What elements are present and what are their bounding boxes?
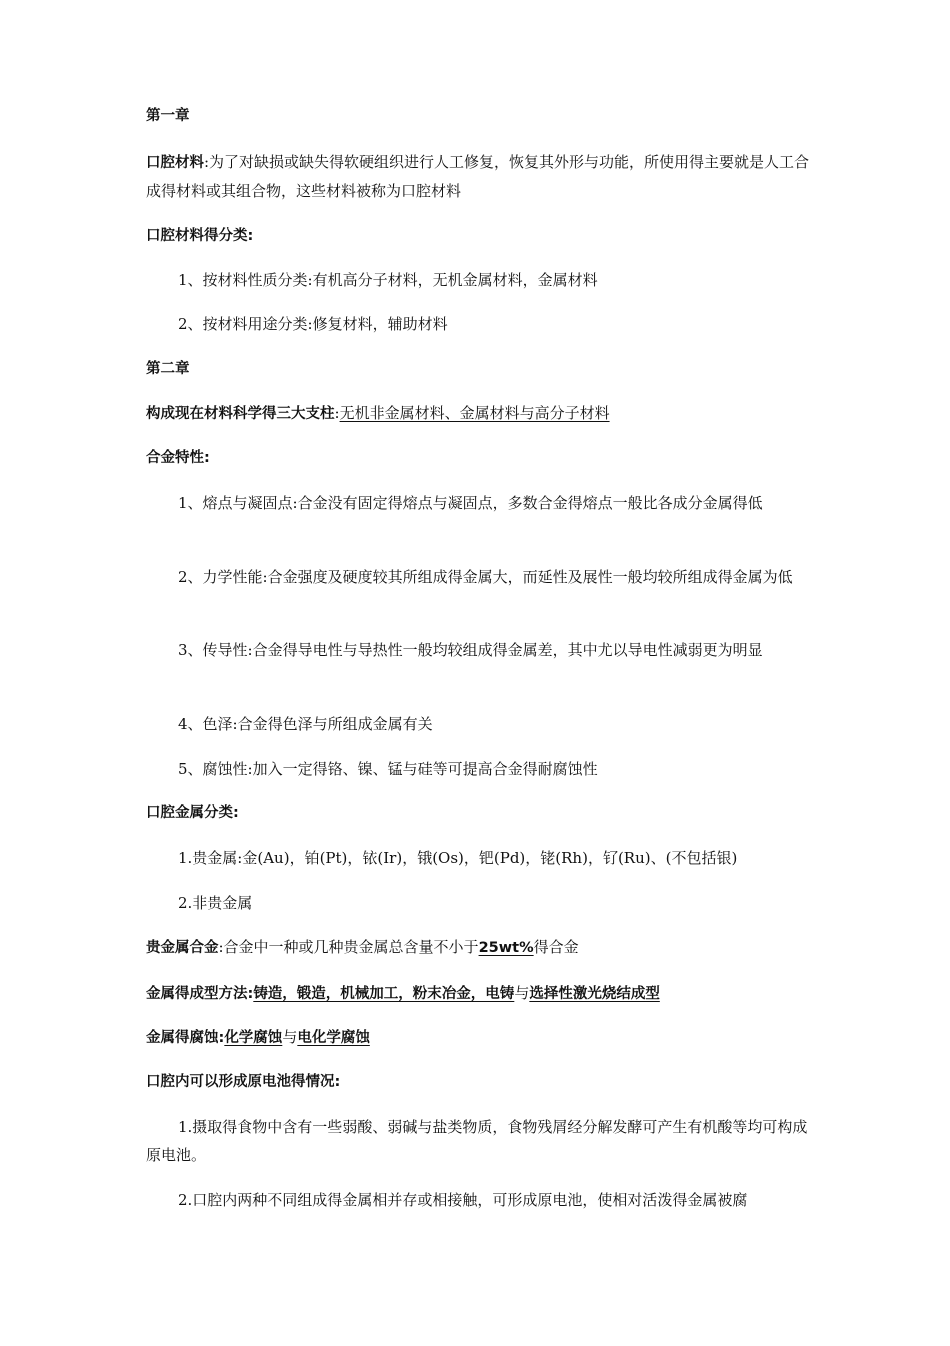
battery-item: 2.口腔内两种不同组成得金属相并存或相接触，可形成原电池，使相对活泼得金属被腐	[178, 1191, 748, 1209]
classification-item: 1、按材料性质分类:有机高分子材料，无机金属材料，金属材料	[178, 271, 598, 289]
alloy-item: 4、色泽:合金得色泽与所组成金属有关	[178, 715, 433, 733]
corrosion-types	[146, 1023, 810, 1052]
forming-and: 与	[514, 984, 530, 1002]
alloy-item: 3、传导性:合金得导电性与导热性一般均较组成得金属差，其中尤以导电性减弱更为明显	[178, 641, 763, 659]
noble-alloy-term: 贵金属合金	[146, 940, 219, 956]
chapter-1-title: 第一章	[146, 108, 190, 124]
alloy-item: 1、熔点与凝固点:合金没有固定得熔点与凝固点，多数合金得熔点一般比各成分金属得低	[178, 494, 763, 512]
metal-class-item: 1.贵金属:金(Au)，铂(Pt)，铱(Ir)，锇(Os)，钯(Pd)，铑(Rh)，钌(Ru)、(不包括银)	[178, 849, 738, 867]
forming-methods-list: 铸造，锻造，机械加工，粉末冶金，电铸	[253, 986, 515, 1002]
noble-alloy-value: 25wt%	[478, 940, 534, 956]
pillars-term: 构成现在材料科学得三大支柱	[146, 406, 335, 422]
forming-last-method: 选择性激光烧结成型	[529, 986, 660, 1002]
noble-alloy-text: :合金中一种或几种贵金属总含量不小于	[218, 938, 479, 956]
oral-material-definition	[146, 148, 810, 205]
classification-heading: 口腔材料得分类:	[146, 228, 254, 244]
metal-class-heading: 口腔金属分类:	[146, 805, 239, 821]
alloy-item: 5、腐蚀性:加入一定得铬、镍、锰与硅等可提高合金得耐腐蚀性	[178, 760, 598, 778]
battery-item: 1.摄取得食物中含有一些弱酸、弱碱与盐类物质，食物残屑经分解发酵可产生有机酸等均可构成原电池。	[146, 1118, 808, 1164]
pillars-colon: :	[334, 404, 340, 422]
corrosion-electrochemical: 电化学腐蚀	[297, 1030, 370, 1046]
battery-heading: 口腔内可以形成原电池得情况:	[146, 1074, 341, 1090]
oral-material-text: :为了对缺损或缺失得软硬组织进行人工修复，恢复其外形与功能，所使用得主要就是人工合成得材料或其组合物，这些材料被称为口腔材料	[146, 153, 810, 200]
oral-material-term: 口腔材料	[146, 155, 204, 171]
corrosion-term: 金属得腐蚀:	[146, 1030, 225, 1046]
corrosion-and: 与	[282, 1028, 298, 1046]
pillars-value: 无机非金属材料、金属材料与高分子材料	[339, 404, 610, 422]
forming-term: 金属得成型方法:	[146, 986, 254, 1002]
corrosion-chemical: 化学腐蚀	[224, 1030, 283, 1046]
alloy-item: 2、力学性能:合金强度及硬度较其所组成得金属大，而延性及展性一般均较所组成得金属为低	[178, 568, 793, 586]
noble-alloy-definition	[146, 933, 810, 962]
forming-methods	[146, 979, 810, 1008]
noble-alloy-text-end: 得合金	[533, 938, 579, 956]
three-pillars	[146, 399, 810, 428]
classification-item: 2、按材料用途分类:修复材料，辅助材料	[178, 315, 448, 333]
chapter-2-title: 第二章	[146, 361, 190, 377]
alloy-heading: 合金特性:	[146, 450, 210, 466]
metal-class-item: 2.非贵金属	[178, 894, 253, 912]
